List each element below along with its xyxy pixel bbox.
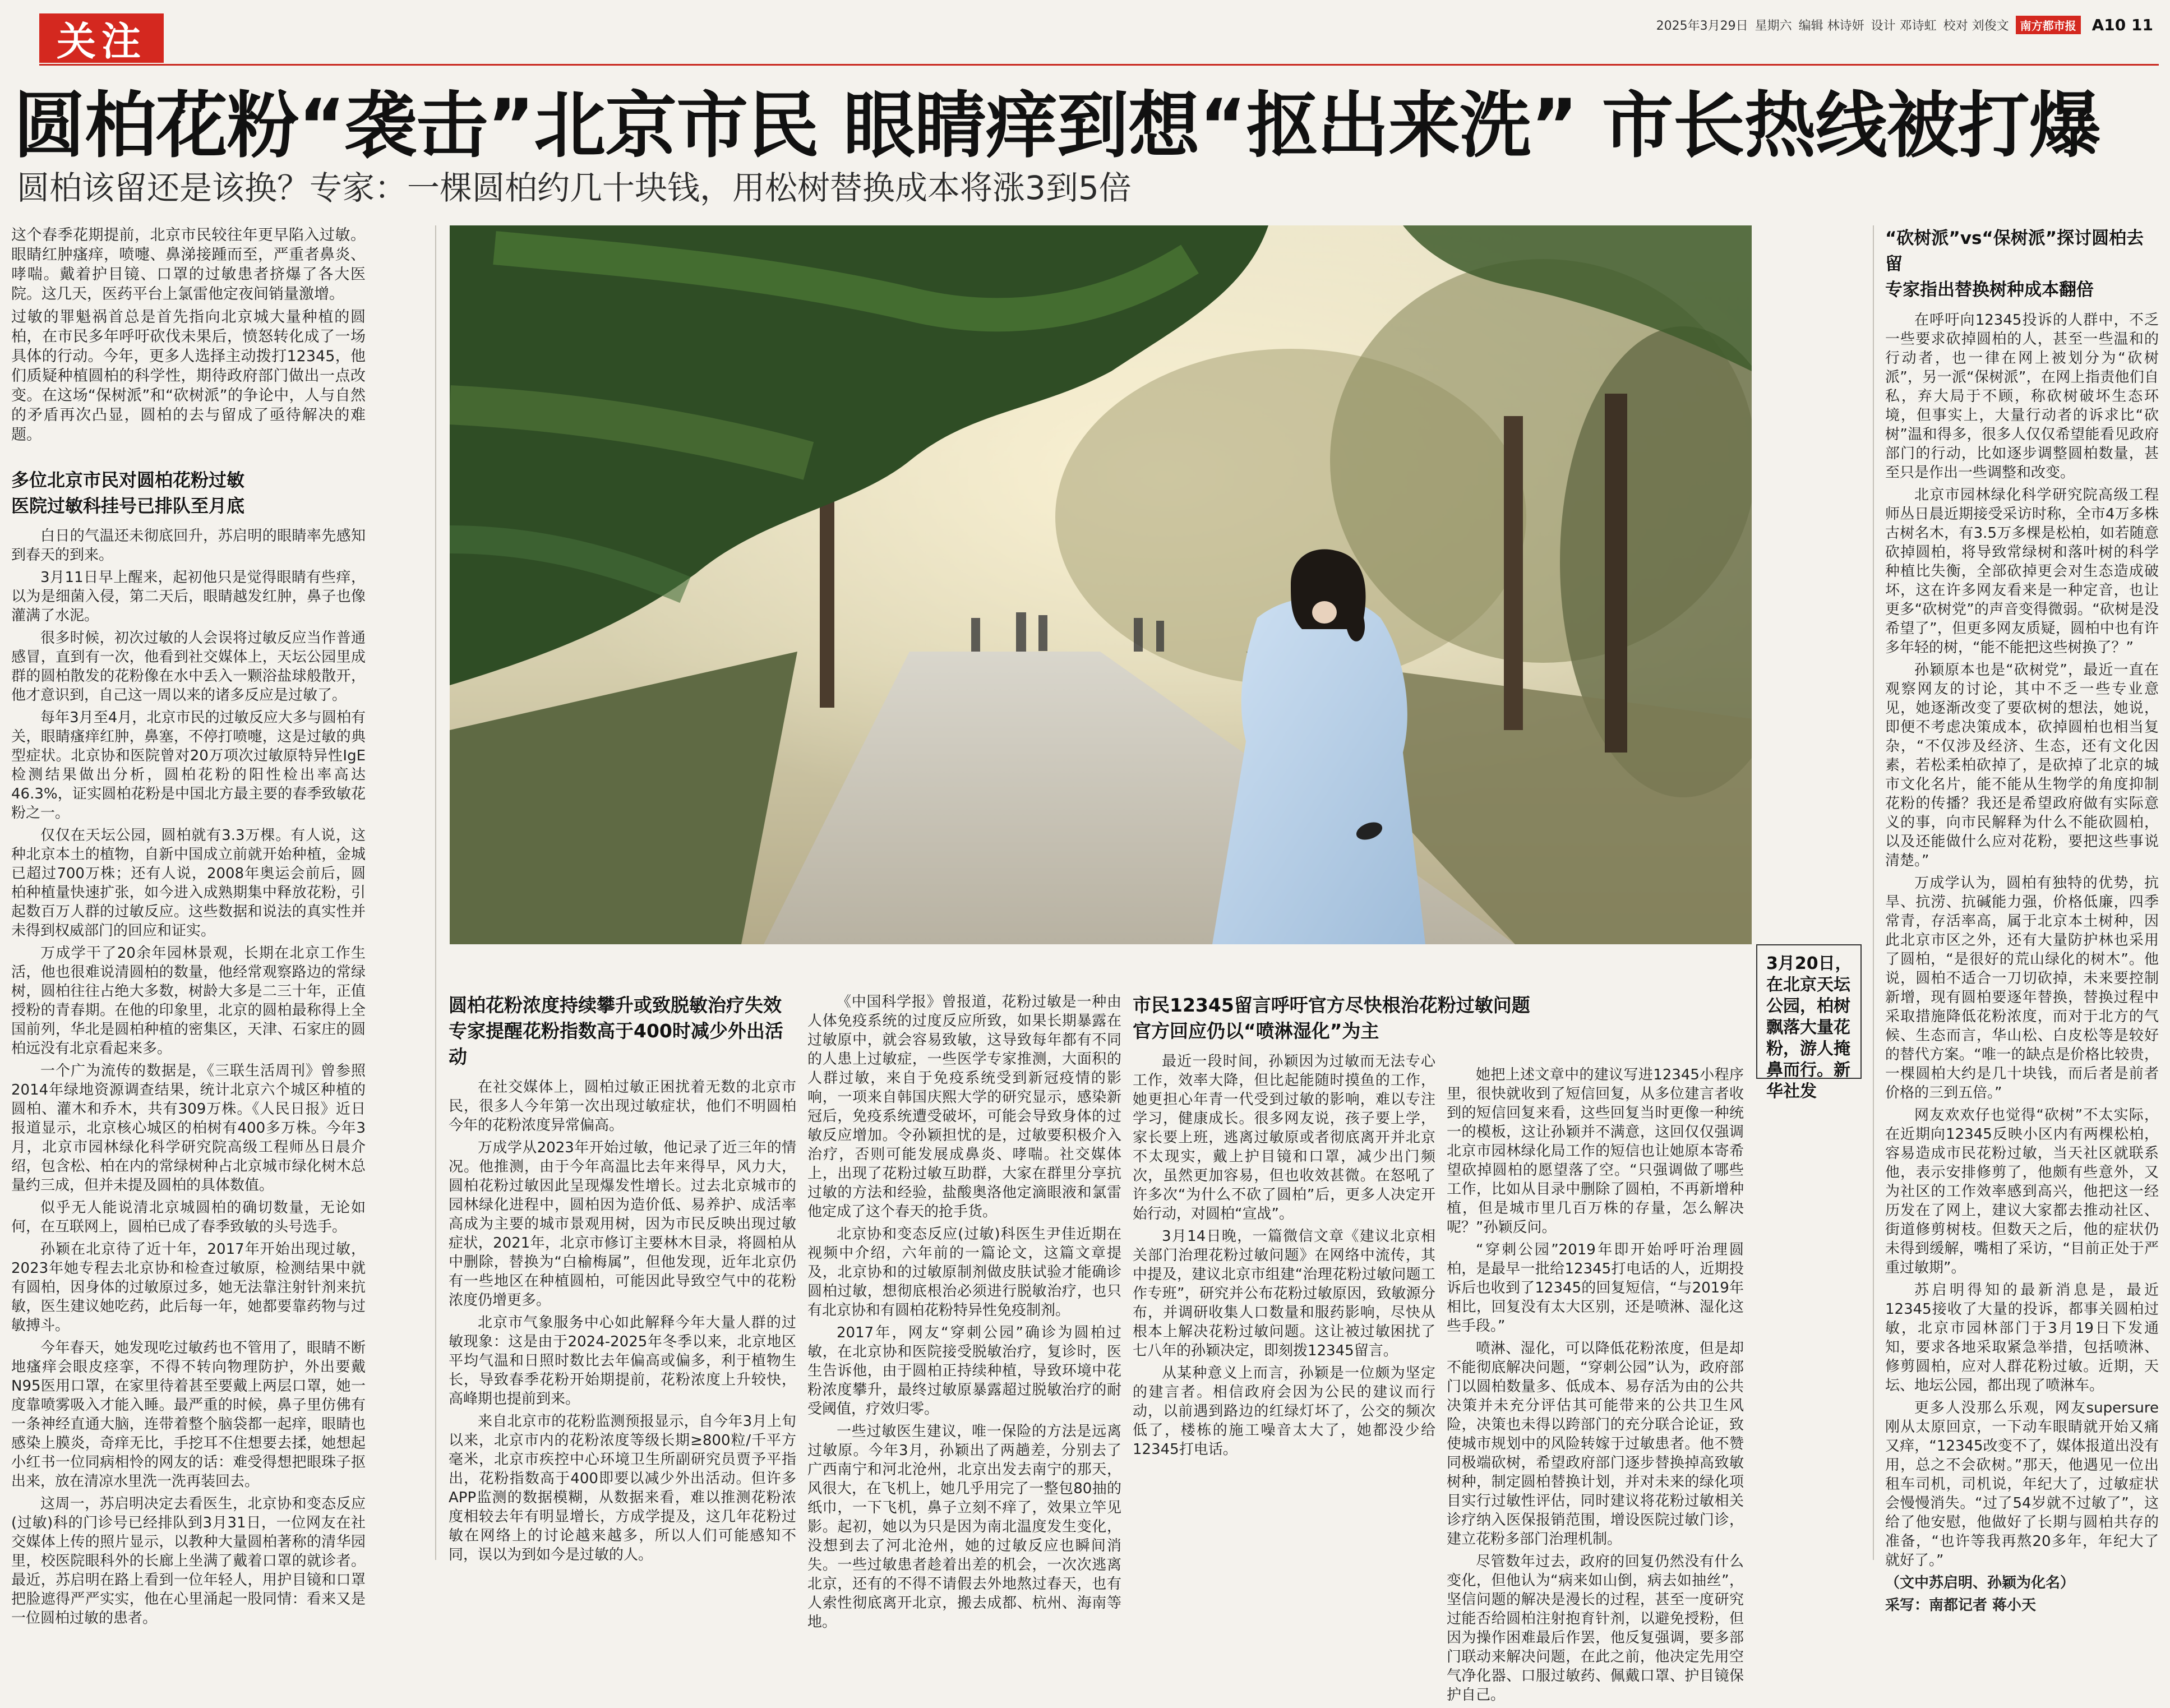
body-paragraph: 今年春天，她发现吃过敏药也不管用了，眼睛不断地瘙痒会眼皮痉挛，不得不转向物理防护，外出要戴N95医用口罩，在家里待着甚至要戴上两层口罩，她一度靠喷雾吸入才能入睡。最严重的时候，鼻子里仿佛有一条神经直通大脑，连带着整个脑袋都一起痒，眼睛也感染上膜炎，奇痒无比，手挖耳不住想要去揉，她想起小红书一位同病相怜的网友的话：难受得想把眼珠子抠出来，放在清凉水里洗一洗再装回去。 — [11, 1340, 366, 1490]
section-tag: 关注 — [39, 13, 164, 63]
column-3 — [807, 993, 1121, 1635]
body-paragraph: 尽管数年过去，政府的回复仍然没有什么变化，但他认为“病来如山倒，病去如抽丝”，坚信问题的解决是漫长的过程，甚至一度研究过能否给圆柏注射抱育针剂，以避免授粉，但因为操作困难最后作罢，他反复强调，要多部门联动来解决问题，在此之前，他决定先用空气净化器、口服过敏药、佩戴口罩、护目镜保护自己。 — [1447, 1553, 1744, 1704]
newspaper-logo: 南方都市报 — [2016, 16, 2081, 34]
column-divider — [1873, 225, 1874, 1560]
body-paragraph: 北京市园林绿化科学研究院高级工程师丛日晨近期接受采访时称，全市4万多株古树名木，有3.5万多棵是松柏，如若随意砍掉圆柏，将导致常绿树和落叶树的科学种植比失衡，全部砍掉更会对生态造成破坏，这在许多网友看来是一种定音，也让更多“砍树党”的声音变得微弱。“砍树是没希望了”，但更多网友质疑，圆柏中也有许多年轻的树，“能不能把这些树换了？” — [1885, 487, 2159, 656]
column-2 — [449, 993, 796, 1568]
body-paragraph: 她把上述文章中的建议写进12345小程序里，很快就收到了短信回复，从多位建言者收到的短信回复来看，这些回复当时更像一种统一的模板，这让孙颖并不满意，这回仅仅强调北京市园林绿化局工作的短信也让她原本寄希望砍掉圆柏的愿望落了空。“只强调做了哪些工作，比如从目录中删除了圆柏，不再新增种植，但是城市里几百万株的存量，怎么解决呢？”孙颖反问。 — [1447, 1067, 1744, 1236]
body-paragraph: 这周一，苏启明决定去看医生，北京协和变态反应(过敏)科的门诊号已经排队到3月31日，一位网友在社交媒体上传的照片显示，以教种大量圆柏著称的清华园里，校医院眼科外的长廊上坐满了戴着口罩的就诊者。最近，苏启明在路上看到一位年轻人，用护目镜和口罩把脸遮得严严实实，他在心里涌起一股同情：看来又是一位圆柏过敏的患者。 — [11, 1495, 366, 1627]
section2-title: 圆柏花粉浓度持续攀升或致脱敏治疗失效 专家提醒花粉指数高于400时减少外出活动 — [449, 994, 783, 1068]
body-paragraph: 喷淋、湿化，可以降低花粉浓度，但是却不能彻底解决问题，“穿刺公园”认为，政府部门以圆柏数量多、低成本、易存活为由的公共决策并未充分评估其可能带来的公共卫生风险，决策也未得以跨部门的充分联合论证，致使城市规划中的风险转嫁于过敏患者。他不赞同极端砍树，希望政府部门逐步替换掉高致敏树种，制定圆柏替换计划，并对未来的绿化项目实行过敏性评估，同时建议将花粉过敏相关诊疗纳入医保报销范围，增设医院过敏门诊，建立花粉多部门治理机制。 — [1447, 1340, 1744, 1548]
issue-date: 2025年3月29日 — [1656, 19, 1748, 33]
designer-credit: 设计 邓诗虹 — [1871, 19, 1937, 33]
source-note: （文中苏启明、孙颖为化名） — [1885, 1575, 2075, 1591]
body-paragraph: 万成学认为，圆柏有独特的优势，抗旱、抗涝、抗碱能力强，价格低廉，四季常青，存活率高，属于北京本土树种，因此北京市区之外，还有大量防护林也采用了圆柏，“是很好的荒山绿化的树木”。他说，圆柏不适合一刀切砍掉，未来要控制新增，现有圆柏要逐年替换，替换过程中采取措施降低花粉浓度，而对于北方的气候、生态而言，华山松、白皮松等是较好的替代方案。“唯一的缺点是价格比较贵，一棵圆柏大约是几十块钱，而后者是前者价格的三到五倍。” — [1885, 875, 2159, 1101]
section3-title: 市民12345留言呼吁官方尽快根治花粉过敏问题 官方回应仍以“喷淋湿化”为主 — [1133, 994, 1530, 1042]
body-paragraph: 来自北京市的花粉监测预报显示，自今年3月上旬以来，北京市内的花粉浓度等级长期≥800粒/千平方毫米，北京市疾控中心环境卫生所副研究员贾予平指出，花粉指数高于400即要以减少外出活动。但许多APP监测的数据模糊，从数据来看，难以推测花粉浓度相较去年有明显增长，方成学提及，这几年花粉过敏在网络上的讨论越来越多，所以人们可能感知不同，误以为到如今是过敏的人。 — [449, 1413, 796, 1563]
body-paragraph: 孙颖原本也是“砍树党”，最近一直在观察网友的讨论，其中不乏一些专业意见，她逐渐改变了要砍树的想法，她说，即便不考虑决策成本，砍掉圆柏也相当复杂，“不仅涉及经济、生态，还有文化因素，若松柔柏砍掉了，是砍掉了北京的城市文化名片，能不能从生物学的角度抑制花粉的传播？我还是希望政府做有实际意义的事，向市民解释为什么不能砍圆柏，以及还能做什么应对花粉，要把这些事说清楚。” — [1885, 662, 2159, 869]
body-paragraph: 一个广为流传的数据是，《三联生活周刊》曾参照2014年绿地资源调查结果，统计北京六个城区种植的圆柏、灌木和乔木，共有309万株。《人民日报》近日报道显示，北京核心城区的柏树有400多万株。今年3月，北京市园林绿化科学研究院高级工程师丛日晨介绍，包含松、柏在内的常绿树种占北京城市绿化树木总量约三成，但并未提及圆柏的具体数值。 — [11, 1063, 366, 1194]
body-paragraph: 从某种意义上而言，孙颖是一位颇为坚定的建言者。相信政府会因为公民的建议而行动，以前遇到路边的红绿灯坏了，公交的频次低了，楼栋的施工噪音太大了，她都没少给12345打电话。 — [1133, 1365, 1435, 1458]
body-paragraph: 孙颖在北京待了近十年，2017年开始出现过敏，2023年她专程去北京协和检查过敏原，检测结果中就有圆柏，因身体的过敏原过多，她无法靠注射针剂来抗敏，医生建议她吃药，此后每一年，她都要靠药物与过敏搏斗。 — [11, 1241, 366, 1334]
reporter-credit: 采写：南都记者 蒋小天 — [1885, 1597, 2037, 1614]
body-paragraph: 最近一段时间，孙颖因为过敏而无法专心工作，效率大降，但比起能随时摸鱼的工作，她更担心年青一代受到过敏的影响，难以专注学习，健康成长。很多网友说，孩子要上学，家长要上班，逃离过敏原或者彻底离开并北京不太现实，戴上护目镜和口罩，减少出门频次，虽然更加容易，但也收效甚微。在怒吼了许多次“为什么不砍了圆柏”后，更多人决定开始行动，对圆柏“宣战”。 — [1133, 1053, 1435, 1222]
column-5 — [1447, 1065, 1744, 1708]
body-paragraph: 一些过敏医生建议，唯一保险的方法是远离过敏原。今年3月，孙颖出了两趟差，分别去了广西南宁和河北沧州，北京出发去南宁的那天，风很大，在飞机上，她几乎用完了一整包80抽的纸巾，一下飞机，鼻子立刻不痒了，效果立竿见影。起初，她以为只是因为南北温度发生变化，没想到去了河北沧州，她的过敏反应也瞬间消失。一些过敏患者趁着出差的机会，一次次逃离北京，还有的不得不请假去外地熬过春天，也有人索性彻底离开北京，搬去成都、杭州、海南等地。 — [807, 1423, 1121, 1631]
photo-caption-text: 3月20日，在北京天坛公园，柏树飘落大量花粉，游人掩鼻而行。新华社发 — [1766, 954, 1852, 1101]
body-paragraph: 北京市气象服务中心如此解释今年大量人群的过敏现象：这是由于2024-2025年冬季以来，北京地区平均气温和日照时数比去年偏高或偏多，利于植物生长，导致春季花粉开始期提前，花粉浓度上升较快，高峰期也提前到来。 — [449, 1314, 796, 1407]
page-meta — [1656, 13, 2153, 36]
body-paragraph: 网友欢欢仔也觉得“砍树”不太实际，在近期向12345反映小区内有两棵松柏，容易造成市民花粉过敏，当天社区就联系他，表示安排修剪了，他颇有些意外，又为社区的工作效率感到高兴，他把这一经历发在了网上，建议大家都去推动社区、街道修剪树枝。但数天之后，他的症状仍未得到缓解，嘴相了采访，“目前正处于严重过敏期”。 — [1885, 1107, 2159, 1276]
body-paragraph: 万成学干了20余年园林景观，长期在北京工作生活，他也很难说清圆柏的数量，他经常观察路边的常绿树，圆柏往往占绝大多数，树龄大多是二三十年，正值授粉的青春期。在他的印象里，北京的圆柏最称得上全国前列，华北是圆柏种植的密集区，天津、石家庄的圆柏远没有北京看起来多。 — [11, 945, 366, 1057]
section1-title: 多位北京市民对圆柏花粉过敏 医院过敏科挂号已排队至月底 — [11, 469, 245, 516]
photo-caption — [1756, 944, 1862, 1101]
column-4 — [1133, 993, 1530, 1462]
column-1 — [11, 225, 366, 1631]
editor-credit: 编辑 林诗妍 — [1798, 19, 1864, 33]
header-rule — [39, 64, 2159, 66]
body-paragraph: 似乎无人能说清北京城圆柏的确切数量，无论如何，在互联网上，圆柏已成了春季致敏的头号选手。 — [11, 1199, 366, 1235]
body-paragraph: 仅仅在天坛公园，圆柏就有3.3万棵。有人说，这种北京本土的植物，自新中国成立前就开始种植，金城已超过700万株；还有人说，2008年奥运会前后，圆柏种植量快速扩张，如今进入成熟期集中释放花粉，引起数百万人群的过敏反应。这些数据和说法的真实性并未得到权威部门的回应和证实。 — [11, 827, 366, 939]
body-paragraph: 北京协和变态反应(过敏)科医生尹佳近期在视频中介绍，六年前的一篇论文，这篇文章提及，北京协和的过敏原制剂做皮肤试验才能确诊圆柏过敏，想彻底根治必须进行脱敏治疗，也只有北京协和有圆柏花粉特异性免疫制剂。 — [807, 1226, 1121, 1319]
body-paragraph: 3月14日晚，一篇微信文章《建议北京相关部门治理花粉过敏问题》在网络中流传，其中提及，建议北京市组建“治理花粉过敏问题工作专班”，研究并公布花粉过敏原因，致敏源分布，并调研收集人口数量和服药影响，尽快从根本上解决花粉过敏问题。这让被过敏困扰了七八年的孙颖决定，即刻拨12345留言。 — [1133, 1228, 1435, 1359]
body-paragraph: 每年3月至4月，北京市民的过敏反应大多与圆柏有关，眼睛瘙痒红肿，鼻塞，不停打喷嚏，这是过敏的典型症状。北京协和医院曾对20万项次过敏原特异性IgE检测结果做出分析，圆柏花粉的阳性检出率高达46.3%，证实圆柏花粉是中国北方最主要的春季致敏花粉之一。 — [11, 709, 366, 821]
subtitle: 圆柏该留还是该换？专家：一棵圆柏约几十块钱，用松树替换成本将涨3到5倍 — [17, 169, 1132, 207]
body-paragraph: 万成学从2023年开始过敏，他记录了近三年的情况。他推测，由于今年高温比去年来得早，风力大，圆柏花粉过敏因此呈现爆发性增长。过去北京城市的园林绿化进程中，圆柏因为造价低、易养护、成活率高成为主要的城市景观用树，因为市民反映出现过敏症状，2021年，北京市修订主要林木目录，将圆柏从中删除，替换为“白榆梅属”，但他发现，近年北京仍有一些地区在种植圆柏，可能因此导致空气中的花粉浓度仍增更多。 — [449, 1139, 796, 1309]
headline: 圆柏花粉“袭击”北京市民 眼睛痒到想“抠出来洗” 市长热线被打爆 — [13, 84, 2100, 168]
body-paragraph: 在呼吁向12345投诉的人群中，不乏一些要求砍掉圆柏的人，甚至一些温和的行动者，也一律在网上被划分为“砍树派”，另一派“保树派”，在网上指责他们自私，弃大局于不顾，称砍树破坏生态环境，但事实上，大量行动者的诉求比“砍树”温和得多，很多人仅仅希望能看见政府部门的行动，比如逐步调整圆柏数量，甚至只是作出一些调整和改变。 — [1885, 312, 2159, 481]
proofreader-credit: 校对 刘俊文 — [1943, 19, 2009, 33]
column-6 — [1885, 225, 2159, 1618]
body-paragraph: 3月11日早上醒来，起初他只是觉得眼睛有些痒，以为是细菌入侵，第二天后，眼睛越发红肿，鼻子也像灌满了水泥。 — [11, 569, 366, 624]
news-photo — [450, 225, 1752, 944]
body-paragraph: 《中国科学报》曾报道，花粉过敏是一种由人体免疫系统的过度反应所致，如果长期暴露在过敏原中，就会容易致敏，这导致每年都有不同的人患上过敏症，一些医学专家推测，大面积的人群过敏，来自于免疫系统受到新冠疫情的影响，一项来自韩国庆熙大学的研究显示，感染新冠后，免疫系统遭受破坏，可能会导致身体的过敏反应增加。令孙颖担忧的是，过敏要积极介入治疗，否则可能发展成鼻炎、哮喘。社交媒体上，出现了花粉过敏互助群，大家在群里分享抗过敏的方法和经验，盐酸奥洛他定滴眼液和氯雷他定成了这个春天的抢手货。 — [807, 994, 1121, 1220]
issue-weekday: 星期六 — [1755, 19, 1792, 33]
body-paragraph: 在社交媒体上，圆柏过敏正困扰着无数的北京市民，很多人今年第一次出现过敏症状，他们不明圆柏今年的花粉浓度异常偏高。 — [449, 1079, 796, 1134]
lead-paragraph-1: 这个春季花期提前，北京市民较往年更早陷入过敏。眼睛红肿瘙痒，喷嚏、鼻涕接踵而至，严重者鼻炎、哮喘。戴着护目镜、口罩的过敏患者挤爆了各大医院。这几天，医药平台上氯雷他定夜间销量激增。 — [11, 227, 366, 303]
body-paragraph: 很多时候，初次过敏的人会误将过敏反应当作普通感冒，直到有一次，他看到社交媒体上，天坛公园里成群的圆柏散发的花粉像在水中丢入一颗浴盐球般散开，他才意识到，自己这一周以来的诸多反应是过敏了。 — [11, 630, 366, 704]
body-paragraph: 2017年，网友“穿刺公园”确诊为圆柏过敏，在北京协和医院接受脱敏治疗，复诊时，医生告诉他，由于圆柏正持续种植，导致环境中花粉浓度攀升，最终过敏原暴露超过脱敏治疗的耐受阈值，疗效归零。 — [807, 1324, 1121, 1418]
column-divider — [435, 225, 436, 1560]
section4-title: “砍树派”vs“保树派”探讨圆柏去留 专家指出替换树种成本翻倍 — [1885, 228, 2144, 300]
body-paragraph: “穿刺公园”2019年即开始呼吁治理圆柏，是最早一批给12345打电话的人，近期投诉后也收到了12345的回复短信，“与2019年相比，回复没有太大区别，还是喷淋、湿化这些手段。” — [1447, 1241, 1744, 1335]
body-paragraph: 更多人没那么乐观，网友supersure刚从太原回京，一下动车眼睛就开始又痛又痒，“12345改变不了，媒体报道出没有用，总之不会砍树。”那天，他遇见一位出租车司机，司机说，年纪大了，过敏症状会慢慢消失。“过了54岁就不过敏了”，这给了他安慰，他做好了长期与圆柏共存的准备，“也许等我再熬20多年，年纪大了就好了。” — [1885, 1400, 2159, 1569]
page-number: A10 11 — [2091, 15, 2153, 34]
body-paragraph: 白日的气温还未彻底回升，苏启明的眼睛率先感知到春天的到来。 — [11, 528, 366, 564]
body-paragraph: 苏启明得知的最新消息是，最近12345接收了大量的投诉，都事关圆柏过敏，北京市园林部门于3月19日下发通知，要求各地采取紧急举措，包括喷淋、修剪圆柏，应对人群花粉过敏。近期，天坛、地坛公园，都出现了喷淋车。 — [1885, 1282, 2159, 1394]
lead-paragraph-2: 过敏的罪魁祸首总是首先指向北京城大量种植的圆柏，在市民多年呼吁砍伐未果后，愤怒转化成了一场具体的行动。今年，更多人选择主动拨打12345，他们质疑种植圆柏的科学性，期待政府部门做出一点改变。在这场“保树派”和“砍树派”的争论中，人与自然的矛盾再次凸显，圆柏的去与留成了亟待解决的难题。 — [11, 308, 366, 444]
